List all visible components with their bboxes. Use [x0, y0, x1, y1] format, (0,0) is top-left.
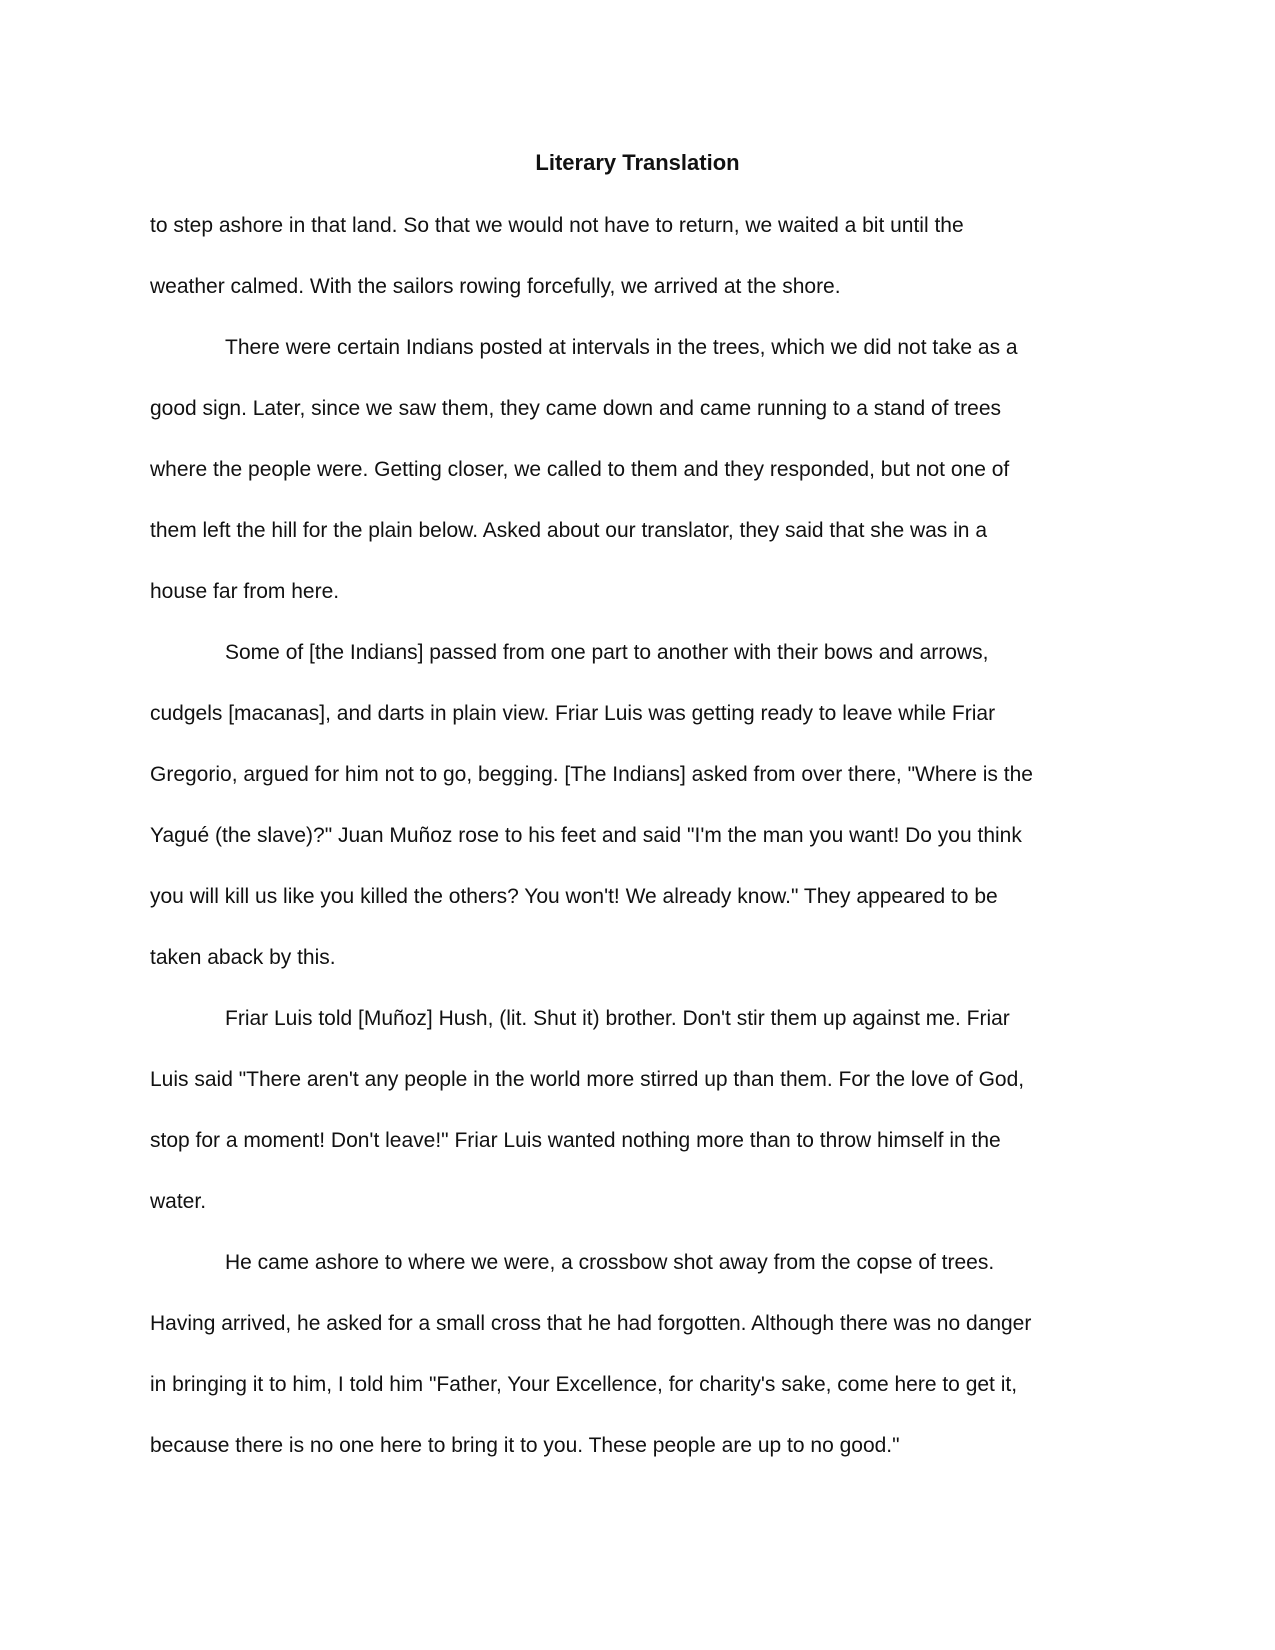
text-line: Luis said "There aren't any people in the world more stirred up than them. For the love of God, — [150, 1068, 1025, 1091]
text-line: in bringing it to him, I told him "Father, Your Excellence, for charity's sake, come here to get it, — [150, 1373, 1018, 1396]
paragraph — [150, 211, 1130, 333]
document-body — [150, 211, 1130, 1492]
text-line: where the people were. Getting closer, we called to them and they responded, but not one of — [150, 458, 1010, 481]
paragraph — [150, 1248, 1130, 1492]
text-line: Yagué (the slave)?" Juan Muñoz rose to his feet and said "I'm the man you want! Do you think — [150, 824, 1022, 847]
paragraph — [150, 1004, 1130, 1248]
text-line: He came ashore to where we were, a crossbow shot away from the copse of trees. — [225, 1251, 995, 1274]
paragraph — [150, 333, 1130, 638]
text-line: Having arrived, he asked for a small cross that he had forgotten. Although there was no danger — [150, 1312, 1032, 1335]
text-line: water. — [150, 1190, 207, 1213]
text-line: taken aback by this. — [150, 946, 336, 969]
text-line: because there is no one here to bring it to you. These people are up to no good." — [150, 1434, 900, 1457]
text-line: Gregorio, argued for him not to go, begging. [The Indians] asked from over there, "Where is the — [150, 763, 1033, 786]
text-line: cudgels [macanas], and darts in plain view. Friar Luis was getting ready to leave while Friar — [150, 702, 996, 725]
text-line: to step ashore in that land. So that we would not have to return, we waited a bit until the — [150, 214, 964, 237]
document-title: Literary Translation — [535, 150, 740, 175]
text-line: you will kill us like you killed the others? You won't! We already know." They appeared to be — [150, 885, 998, 908]
paragraph — [150, 638, 1130, 1004]
text-line: Some of [the Indians] passed from one part to another with their bows and arrows, — [225, 641, 989, 664]
text-line: house far from here. — [150, 580, 340, 603]
text-line: them left the hill for the plain below. Asked about our translator, they said that she was in a — [150, 519, 987, 542]
text-line: There were certain Indians posted at intervals in the trees, which we did not take as a — [225, 336, 1018, 359]
text-line: stop for a moment! Don't leave!" Friar Luis wanted nothing more than to throw himself in the — [150, 1129, 1001, 1152]
text-line: good sign. Later, since we saw them, they came down and came running to a stand of trees — [150, 397, 1001, 420]
text-line: weather calmed. With the sailors rowing forcefully, we arrived at the shore. — [150, 275, 841, 298]
text-line: Friar Luis told [Muñoz] Hush, (lit. Shut it) brother. Don't stir them up against me. Friar — [225, 1007, 1010, 1030]
